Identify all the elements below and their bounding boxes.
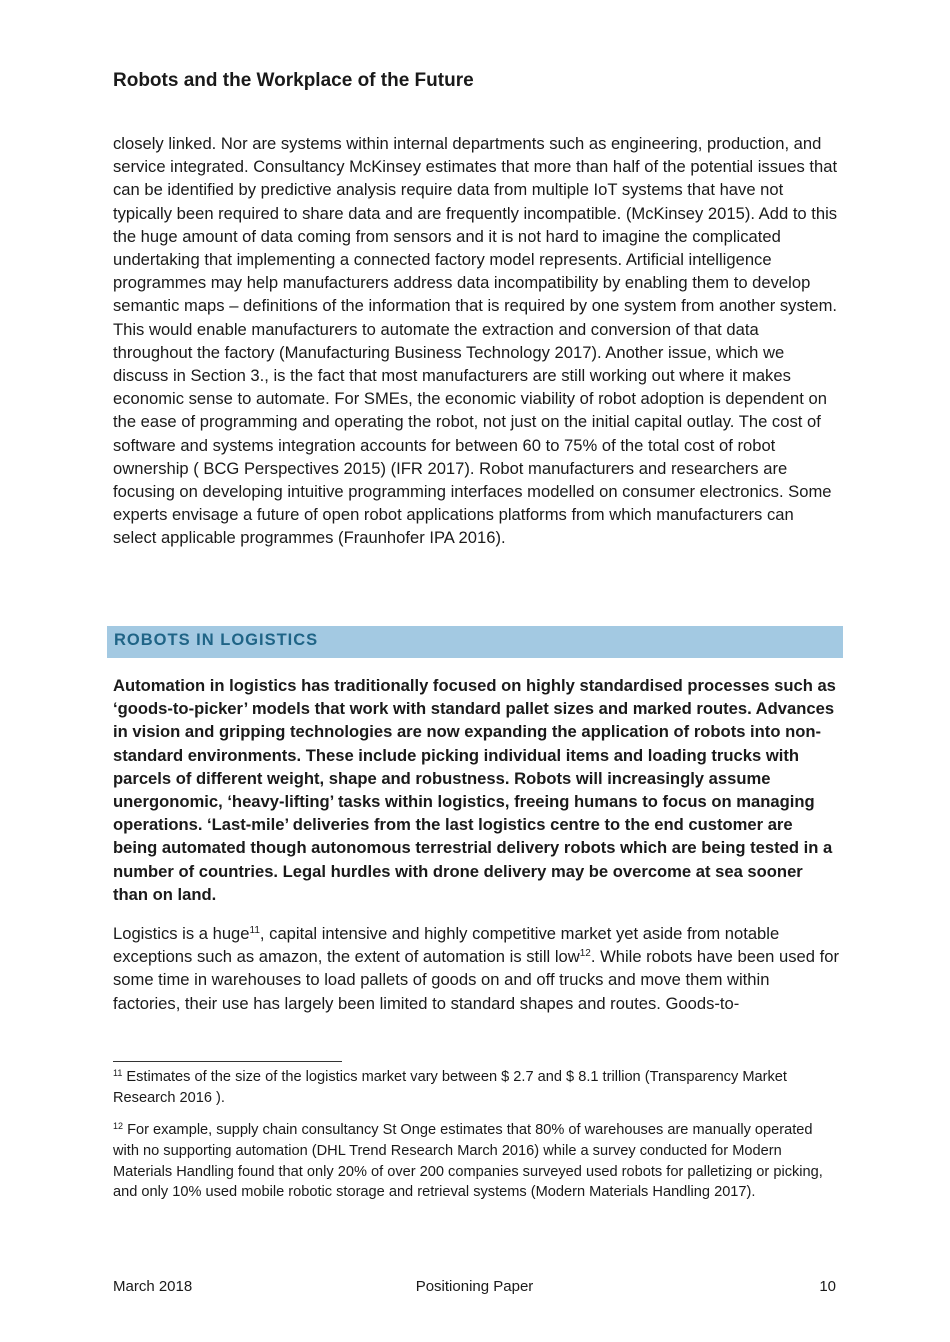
footnote-number-11: 11 [113,1068,123,1078]
logistics-text-part3: . While robots have been used for some time in warehouses to load pallets of goods on and off trucks and move them within factories, their use has largely been limited to standard shapes and routes. Goods-to- [113,947,839,1013]
intro-paragraph: closely linked. Nor are systems within internal departments such as engineering, production, and service integrated. Consultancy McKinsey estimates that more than half of the potential issues that can be identified by predictive analysis require data from multiple IoT systems that have not typically been required to share data and are frequently incompatible. (McKinsey 2015). Add to this the huge amount of data coming from sensors and it is not hard to imagine the complicated undertaking that implementing a connected factory model represents. Artificial intelligence programmes may help manufacturers address data incompatibility by enabling them to develop semantic maps – definitions of the information that is required by one system from another system. This would enable manufacturers to automate the extraction and conversion of that data throughout the factory (Manufacturing Business Technology 2017). Another issue, which we discuss in Section 3., is the fact that most manufacturers are still working out where it makes economic sense to automate. For SMEs, the economic viability of robot adoption is dependent on the ease of programming and operating the robot, not just on the initial capital outlay. The cost of software and systems integration accounts for between 60 to 75% of the total cost of robot ownership ( BCG Perspectives 2015) (IFR 2017). Robot manufacturers and researchers are focusing on developing intuitive programming interfaces modelled on consumer electronics. Some experts envisage a future of open robot applications platforms from which manufacturers can select applicable programmes (Fraunhofer IPA 2016). [113,134,838,548]
footnote-ref-11[interactable]: 11 [249,925,260,936]
footnote-divider [113,1061,342,1062]
footnote-11 [113,1067,841,1109]
footnote-text-12: For example, supply chain consultancy St Onge estimates that 80% of warehouses are manually operated with no supporting automation (DHL Trend Research March 2016) while a survey conducted for Modern Materials Handling found that only 20% of over 200 companies surveyed used robots for palletizing or picking, and only 10% used mobile robotic storage and retrieval systems (Modern Materials Handling 2017). [113,1122,823,1201]
section-summary: Automation in logistics has traditionally focused on highly standardised processes such as ‘goods-to-picker’ models that work with standard pallet sizes and marked routes. Advances in vision and gripping technologies are now expanding the application of robots into non-standard environments. These include picking individual items and loading trucks with parcels of different weight, shape and robustness. Robots will increasingly assume unergonomic, ‘heavy-lifting’ tasks within logistics, freeing humans to focus on managing operations. ‘Last-mile’ deliveries from the last logistics centre to the end customer are being automated though autonomous terrestrial delivery robots which are being tested in a number of countries. Legal hurdles with drone delivery may be overcome at sea sooner than on land. [113,676,836,904]
footnote-text-11: Estimates of the size of the logistics market vary between $ 2.7 and $ 8.1 trillion (Transparency Market Research 2016 ). [113,1069,787,1106]
footer-page-number: 10 [819,1278,836,1295]
page-footer [113,1278,836,1298]
section-banner [107,626,843,658]
logistics-text-part1: Logistics is a huge [113,924,250,943]
footnote-number-12: 12 [113,1121,124,1131]
footnote-ref-12[interactable]: 12 [579,948,591,960]
section-title: ROBOTS IN LOGISTICS [114,631,319,649]
logistics-text-part2: , capital intensive and highly competitive market yet aside from notable exceptions such as amazon, the extent of automation is still low [113,924,780,967]
footer-date: March 2018 [113,1278,193,1295]
page-header-title: Robots and the Workplace of the Future [113,70,474,91]
footer-document-type: Positioning Paper [415,1278,534,1295]
logistics-paragraph [113,922,841,1015]
footnote-12 [113,1120,841,1203]
